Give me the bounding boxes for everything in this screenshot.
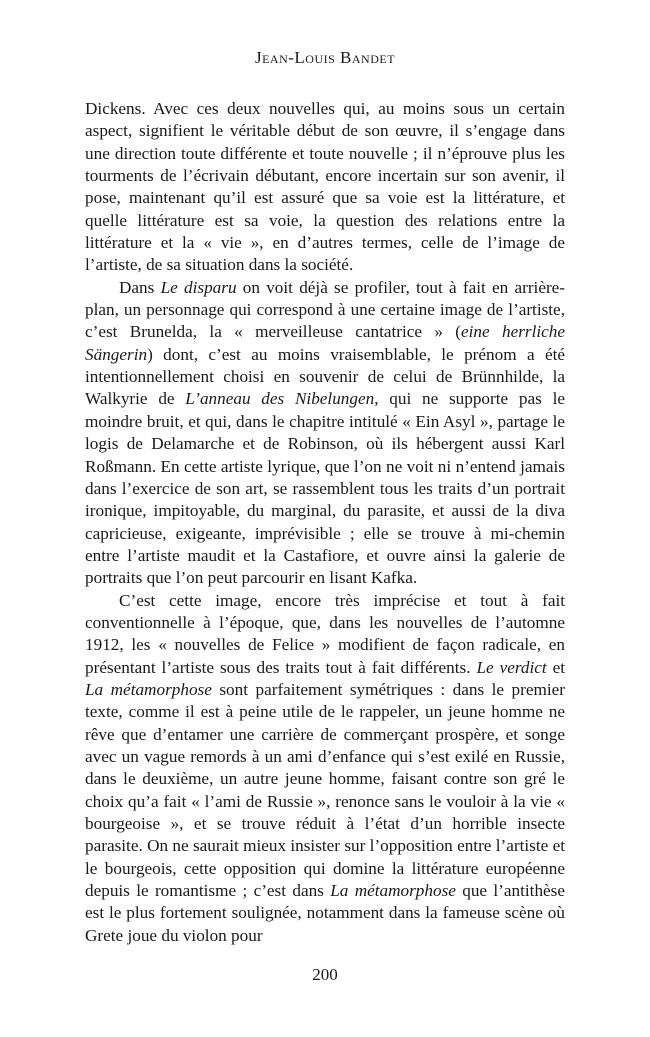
italic-title: La métamorphose — [85, 679, 212, 699]
italic-title: eine herrliche Sängerin — [85, 322, 565, 364]
italic-title: Le verdict — [476, 657, 547, 677]
italic-title: L’anneau des Nibelungen — [185, 389, 375, 409]
text-run: Dickens. Avec ces deux nouvelles qui, au moins sous un certain aspect, signifient le véritable début de son œuvre, il s’engage dans une direction toute différente et toute nouvelle ; il n’éprouve plus les tourments de l’écrivain débutant, encore incertain sur son avenir, il pose, maintenant qu’il est assuré que sa voie est la littérature, et quelle littérature est sa voie, la question des relations entre la littérature et la « vie », en d’autres termes, celle de l’image de l’artiste, de sa situation dans la société. — [85, 99, 565, 275]
body-text — [85, 98, 565, 947]
paragraph-p2 — [85, 277, 565, 590]
text-run: , qui ne supporte pas le moindre bruit, et qui, dans le chapitre intitulé « Ein Asyl », partage le logis de Delamarche et de Robinson, où ils hébergent aussi Karl Roßmann. En cette artiste lyrique, que l’on ne voit ni n’entend jamais dans l’exercice de son art, se rassemblent tous les traits d’un portrait ironique, impitoyable, du marginal, du parasite, et aussi de la diva capricieuse, exigeante, imprévisible ; elle se trouve à mi-chemin entre l’artiste maudit et la Castafiore, et ouvre ainsi la galerie de portraits que l’on peut parcourir en lisant Kafka. — [85, 389, 565, 588]
text-run: sont parfaitement symétriques : dans le premier texte, comme il est à peine utile de le rappeler, un jeune homme ne rêve que d’entamer une carrière de commerçant prospère, et songe avec un vague remords à un ami d’enfance qui s’est exilé en Russie, dans le deuxième, un autre jeune homme, faisant contre son gré le choix qu’a fait « l’ami de Russie », renonce sans le vouloir à la vie « bourgeoise », et se trouve réduit à l’état d’un horrible insecte parasite. On ne saurait mieux insister sur l’opposition entre l’artiste et le bourgeois, cette opposition qui domine la littérature européenne depuis le romantisme ; c’est dans — [85, 679, 565, 901]
text-run: ) dont, c’est au moins vraisemblable, le prénom a été intentionnellement choisi en souvenir de celui de Brünnhilde, la Walkyrie de — [85, 344, 565, 409]
text-run: on voit déjà se profiler, tout à fait en arrière-plan, un personnage qui correspond à une certaine image de l’artiste, c’est Brunelda, la « merveilleuse cantatrice » ( — [85, 277, 566, 342]
paragraph-p1 — [85, 98, 565, 277]
text-run: C’est cette image, encore très imprécise et tout à fait conventionnelle à l’époque, que, dans les nouvelles de l’automne 1912, les « nouvelles de Felice » modifient de façon radicale, en présentant l’artiste sous des traits tout à fait différents. — [85, 590, 565, 677]
running-header: Jean-Louis Bandet — [254, 48, 396, 67]
italic-title: Le disparu — [160, 277, 237, 297]
text-run: que l’antithèse est le plus fortement soulignée, notamment dans la fameuse scène où Grete joue du violon pour — [85, 881, 565, 945]
page-number: 200 — [312, 965, 338, 984]
italic-title: La métamorphose — [330, 881, 456, 901]
text-run: Dans — [119, 277, 161, 297]
text-run: et — [546, 657, 565, 677]
paragraph-p3 — [85, 590, 565, 948]
